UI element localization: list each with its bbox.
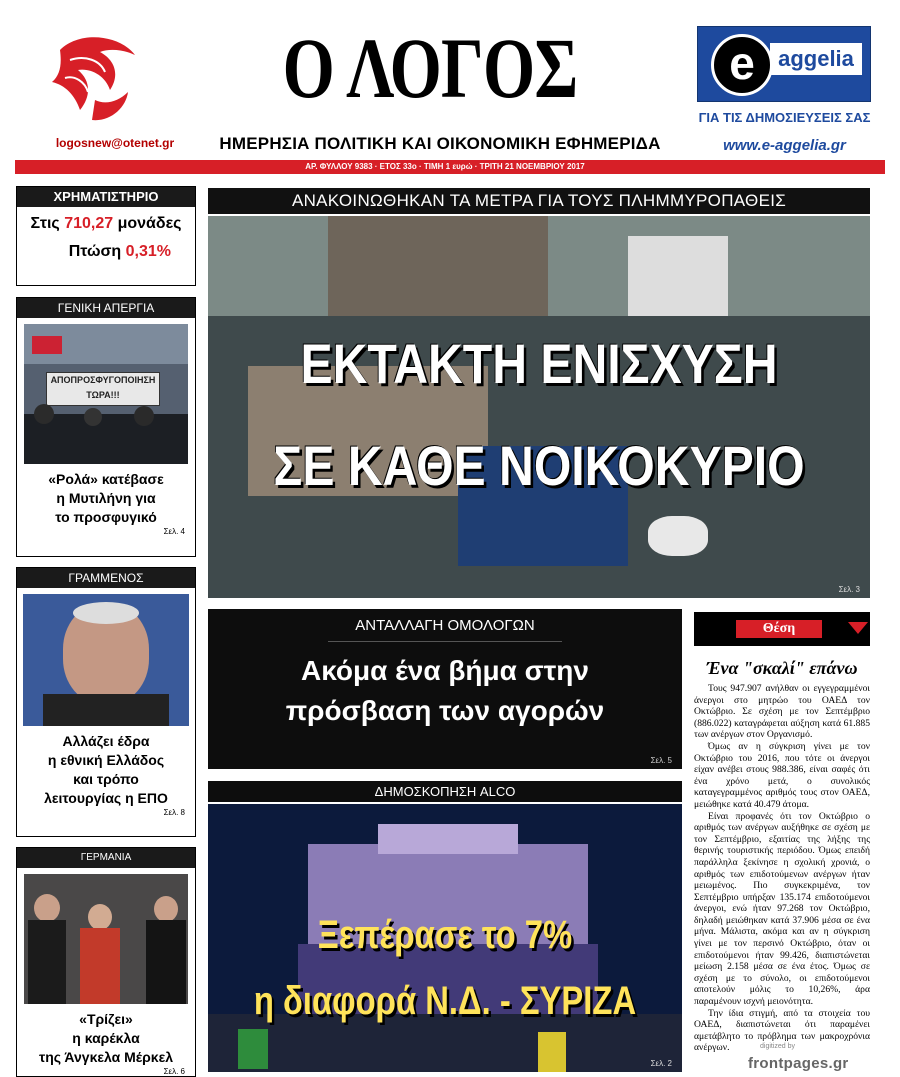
bonds-story[interactable] xyxy=(208,609,682,769)
strike-caption-line: το προσφυγικό xyxy=(55,509,157,525)
strike-page-ref: Σελ. 4 xyxy=(163,527,185,536)
germany-caption-line: η καρέκλα xyxy=(72,1030,140,1046)
opinion-body xyxy=(694,683,870,1054)
newspaper-logo-icon xyxy=(40,30,150,130)
lead-page-ref: Σελ. 3 xyxy=(838,585,860,594)
grammenos-caption xyxy=(17,732,195,808)
stock-change xyxy=(17,243,195,261)
ad-url[interactable]: www.e-aggelia.gr xyxy=(723,137,846,154)
opinion-arrow-icon xyxy=(848,622,868,634)
ad-tagline: ΓΙΑ ΤΙΣ ΔΗΜΟΣΙΕΥΣΕΙΣ ΣΑΣ xyxy=(698,110,871,125)
newspaper-title: Ο ΛΟΓΟΣ xyxy=(282,20,578,116)
grammenos-header: ΓΡΑΜΜΕΝΟΣ xyxy=(17,568,195,588)
e-aggelia-word: aggelia xyxy=(770,43,862,75)
germany-caption xyxy=(17,1010,195,1067)
stock-change-pre: Πτώση xyxy=(68,243,126,260)
strike-story[interactable] xyxy=(16,297,196,557)
grammenos-page-ref: Σελ. 8 xyxy=(163,808,185,817)
poll-headline-line1: Ξεπέρασε το 7% xyxy=(317,913,573,957)
poll-page-ref: Σελ. 2 xyxy=(650,1059,672,1068)
bonds-headline-line2: πρόσβαση των αγορών xyxy=(285,695,605,726)
stock-change-value: 0,31% xyxy=(125,243,171,260)
germany-story[interactable] xyxy=(16,847,196,1077)
lead-header[interactable]: ΑΝΑΚΟΙΝΩΘΗΚΑΝ ΤΑ ΜΕΤΡΑ ΓΙΑ ΤΟΥΣ ΠΛΗΜΜΥΡΟΠΑΘΕΙΣ xyxy=(208,188,870,214)
stock-points-pre: Στις xyxy=(30,215,65,232)
stock-points-post: μονάδες xyxy=(113,215,182,232)
germany-page-ref: Σελ. 6 xyxy=(163,1067,185,1076)
stock-box[interactable] xyxy=(16,186,196,286)
e-aggelia-logo-icon: e xyxy=(711,34,773,96)
bonds-header: ΑΝΤΑΛΛΑΓΗ ΟΜΟΛΟΓΩΝ xyxy=(355,617,535,634)
bonds-page-ref: Σελ. 5 xyxy=(650,756,672,765)
contact-email[interactable]: logosnew@otenet.gr xyxy=(55,136,175,150)
e-aggelia-ad[interactable] xyxy=(697,26,871,102)
opinion-paragraph: Όμως αν η σύγκριση γίνει με τον Οκτώβριο του 2016, που τότε οι άνεργοι είχαν ανέβει στους 988.386, είναι σαφές ότι ένα χρόνο μετά, ο συνολικός καταγεγραμμένος αριθμός τους στον ΟΑΕΔ, μειώθηκε κατά 40.479 άτομα. xyxy=(694,740,870,810)
opinion-paragraph: Την ίδια στιγμή, από τα στοιχεία του ΟΑΕΔ, διαπιστώνεται ότι παραμένει αμετάβλητο το πρόβλημα των μακροχρόνια ανέργων. xyxy=(694,1007,870,1054)
strike-caption-line: η Μυτιλήνη για xyxy=(56,490,156,506)
lead-photo[interactable] xyxy=(208,216,870,598)
strike-caption xyxy=(17,470,195,527)
germany-caption-line: της Άνγκελα Μέρκελ xyxy=(38,1049,174,1065)
protest-banner: ΑΠΟΠΡΟΣΦΥΓΟΠΟΙΗΣΗ ΤΩΡΑ!!! xyxy=(46,372,160,406)
germany-caption-line: «Τρίζει» xyxy=(79,1011,133,1027)
grammenos-story[interactable] xyxy=(16,567,196,837)
grammenos-caption-line: λειτουργίας η ΕΠΟ xyxy=(44,790,168,806)
grammenos-caption-line: και τρόπο xyxy=(73,771,139,787)
poll-header[interactable]: ΔΗΜΟΣΚΟΠΗΣΗ ALCO xyxy=(208,781,682,802)
stock-header: ΧΡΗΜΑΤΙΣΤΗΡΙΟ xyxy=(17,187,195,207)
stock-points xyxy=(17,215,195,233)
opinion-paragraph: Τους 947.907 ανήλθαν οι εγγεγραμμένοι άνεργοι στο μητρώο του ΟΑΕΔ τον Οκτώβριο. Σε σχέση με τον Σεπτέμβριο (886.022) καταγράφεται αύξηση κατά 61.885 των ανέργων στον Οργανισμό. xyxy=(694,683,870,741)
opinion-paragraph: Είναι προφανές ότι τον Οκτώβριο ο αριθμός των ανέργων αυξήθηκε σε σχέση με τον Σεπτέμβριο, εξαιτίας της λήξης της θερινής τουριστικής περιόδου. Όμως επειδή παράλληλα ξεκίνησε η σχολική χρονιά, ο αριθμός των επιδοτούμενων ανέργων ήταν μειωμένος. Πιο συγκεκριμένα, τον Σεπτέμβριο υπήρξαν 135.174 επιδοτούμενοι άνεργοι, ενώ ήταν 97.268 τον Οκτώβριο, δηλαδή μειώθηκαν κατά 37.906 μέσα σε ένα μήνα. Μάλιστα, ακόμα και αν η σύγκριση γίνει με τον περσινό Οκτώβριο, όταν οι επιδοτούμενοι ήταν 99.426, διαπιστώνεται μείωση 2.158 μέσα σε ένα έτος. Όμως σε σχέση με το σύνολο, οι επιδοτούμενοι αποτελούν μόλις το 10,26%, άρα παραμένουν ισχνή μειονότητα. xyxy=(694,810,870,1008)
stock-points-value: 710,27 xyxy=(64,215,114,232)
merkel-photo xyxy=(24,874,188,1004)
bonds-headline xyxy=(208,651,682,731)
grammenos-photo xyxy=(23,594,189,726)
strike-header: ΓΕΝΙΚΗ ΑΠΕΡΓΙΑ xyxy=(17,298,195,318)
germany-header: ΓΕΡΜΑΝΙΑ xyxy=(17,848,195,868)
opinion-header xyxy=(694,612,870,646)
bonds-headline-line1: Ακόμα ένα βήμα στην xyxy=(301,655,589,686)
opinion-label: Θέση xyxy=(736,620,822,638)
strike-caption-line: «Ρολά» κατέβασε xyxy=(48,471,164,487)
frontpages-watermark[interactable]: frontpages.gr xyxy=(748,1055,849,1072)
issue-info: ΑΡ. ΦΥΛΛΟΥ 9383 · ΕΤΟΣ 33ο · ΤΙΜΗ 1 ευρώ · ΤΡΙΤΗ 21 ΝΟΕΜΒΡΙΟΥ 2017 xyxy=(305,162,585,171)
poll-photo[interactable] xyxy=(208,804,682,1072)
newspaper-subtitle: ΗΜΕΡΗΣΙΑ ΠΟΛΙΤΙΚΗ ΚΑΙ ΟΙΚΟΝΟΜΙΚΗ ΕΦΗΜΕΡΙΔΑ xyxy=(219,134,661,153)
grammenos-caption-line: η εθνική Ελλάδος xyxy=(47,752,165,768)
strike-photo xyxy=(24,324,188,464)
lead-headline-line1: ΕΚΤΑΚΤΗ ΕΝΙΣΧΥΣΗ xyxy=(300,332,778,395)
lead-headline-line2: ΣΕ ΚΑΘΕ ΝΟΙΚΟΚΥΡΙΟ xyxy=(273,434,805,497)
opinion-title[interactable]: Ένα "σκαλί" επάνω xyxy=(706,658,858,678)
digitized-label: digitized by xyxy=(760,1043,796,1050)
grammenos-caption-line: Αλλάζει έδρα xyxy=(62,733,150,749)
poll-headline-line2: η διαφορά Ν.Δ. - ΣΥΡΙΖΑ xyxy=(253,979,637,1023)
